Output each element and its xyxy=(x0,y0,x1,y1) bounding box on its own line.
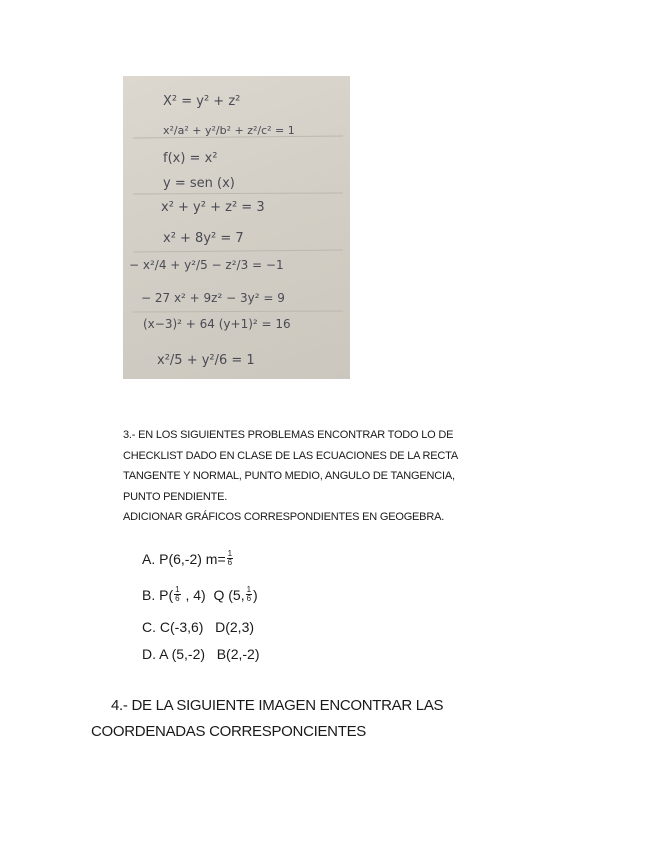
section-4-heading xyxy=(91,693,443,745)
section-3-line: 3.- EN LOS SIGUIENTES PROBLEMAS ENCONTRAR TODO LO DE xyxy=(123,429,454,441)
fraction xyxy=(227,550,233,567)
section-4-line-2: COORDENADAS CORRESPONCIENTES xyxy=(91,723,366,740)
handwritten-equations-photo xyxy=(123,76,350,379)
bleed-line xyxy=(133,311,343,312)
fraction-numerator: 1 xyxy=(227,549,233,558)
equation-1: X² = y² + z² xyxy=(163,94,241,109)
equation-2: x²/a² + y²/b² + z²/c² = 1 xyxy=(163,124,295,137)
option-a xyxy=(142,550,234,567)
equation-7: − x²/4 + y²/5 − z²/3 = −1 xyxy=(129,258,284,272)
section-3-line: ADICIONAR GRÁFICOS CORRESPONDIENTES EN GEOGEBRA. xyxy=(123,511,445,523)
option-b xyxy=(142,586,258,603)
option-c-text: C. C(-3,6) D(2,3) xyxy=(142,619,255,635)
section-4-line-1: 4.- DE LA SIGUIENTE IMAGEN ENCONTRAR LAS xyxy=(111,697,444,714)
fraction-numerator: 1 xyxy=(175,585,180,594)
option-a-text: A. P(6,-2) m= xyxy=(142,550,226,567)
handwritten-equations-drawing xyxy=(123,76,350,379)
bleed-line xyxy=(133,193,343,194)
option-c xyxy=(142,619,254,635)
fraction-denominator: 6 xyxy=(227,558,233,567)
option-b-text: B. P( xyxy=(142,586,174,603)
equation-9: (x−3)² + 64 (y+1)² = 16 xyxy=(143,317,291,331)
fraction-denominator: 6 xyxy=(246,594,252,603)
option-d xyxy=(142,646,259,662)
option-b-text: , 4) Q (5, xyxy=(181,586,245,603)
equation-6: x² + 8y² = 7 xyxy=(163,231,244,246)
section-3-line: CHECKLIST DADO EN CLASE DE LAS ECUACIONES DE LA RECTA xyxy=(123,449,458,462)
equation-4: y = sen (x) xyxy=(163,176,235,191)
option-b-text: ) xyxy=(253,586,258,603)
fraction xyxy=(174,586,180,603)
option-d-text: D. A (5,-2) B(2,-2) xyxy=(142,646,260,662)
equation-5: x² + y² + z² = 3 xyxy=(161,200,265,215)
fraction-numerator: 1 xyxy=(246,585,252,594)
equation-10: x²/5 + y²/6 = 1 xyxy=(157,353,255,368)
equation-8: − 27 x² + 9z² − 3y² = 9 xyxy=(141,291,285,305)
section-3-instructions xyxy=(123,425,523,528)
fraction-denominator: 6 xyxy=(175,594,180,603)
equation-3: f(x) = x² xyxy=(163,151,218,166)
fraction xyxy=(246,586,252,603)
section-3-line: PUNTO PENDIENTE. xyxy=(123,490,228,503)
section-3-line: TANGENTE Y NORMAL, PUNTO MEDIO, ANGULO DE TANGENCIA, xyxy=(123,470,455,482)
bleed-line xyxy=(133,250,343,252)
